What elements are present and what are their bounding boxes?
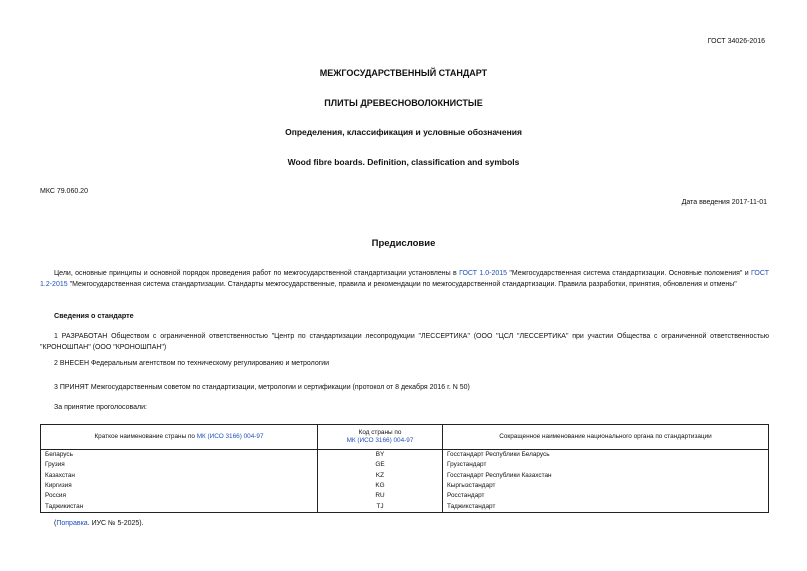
- mks-code: МКС 79.060.20: [40, 188, 88, 195]
- document-code: ГОСТ 34026-2016: [707, 38, 765, 45]
- standards-body-cell: Росстандарт: [443, 491, 769, 501]
- adopted-by-paragraph: 3 ПРИНЯТ Межгосударственным советом по стандартизации, метрологии и сертификации (протокол от 8 декабря 2016 г. N 50): [54, 384, 470, 391]
- standard-type-title: МЕЖГОСУДАРСТВЕННЫЙ СТАНДАРТ: [319, 68, 488, 78]
- preface-heading: Предисловие: [371, 238, 436, 249]
- table-row: [41, 471, 769, 481]
- standard-info-heading: Сведения о стандарте: [54, 311, 134, 320]
- footnote-text: . ИУС № 5-2025).: [87, 520, 144, 527]
- amendment-link[interactable]: Поправка: [56, 520, 88, 527]
- standard-name-title: ПЛИТЫ ДРЕВЕСНОВОЛОКНИСТЫЕ: [324, 98, 483, 108]
- standards-body-cell: Грузстандарт: [443, 460, 769, 470]
- table-row: [41, 491, 769, 501]
- gost-1-0-link[interactable]: ГОСТ 1.0-2015: [459, 270, 508, 277]
- footnote-open-paren: (: [54, 520, 57, 527]
- country-code-cell: TJ: [318, 501, 443, 512]
- column-header-code: [318, 425, 443, 450]
- country-cell: Грузия: [41, 460, 318, 470]
- country-code-cell: KG: [318, 481, 443, 491]
- mk-iso-3166-link[interactable]: МК (ИСО 3166) 004-97: [196, 433, 264, 440]
- country-cell: Киргизия: [41, 481, 318, 491]
- intro-text-b: "Межгосударственная система стандартизации. Основные положения" и: [507, 270, 752, 277]
- table-header-row: [41, 425, 769, 450]
- intro-text-a: Цели, основные принципы и основной порядок проведения работ по межгосударственной стандартизации установлены в: [54, 270, 460, 277]
- column-header-country: [41, 425, 318, 450]
- standard-english-title: Wood fibre boards. Definition, classification and symbols: [287, 157, 520, 167]
- table-row: [41, 501, 769, 512]
- mk-iso-3166-code-link[interactable]: МК (ИСО 3166) 004-97: [346, 437, 414, 444]
- table-row: [41, 460, 769, 470]
- developer-paragraph: 1 РАЗРАБОТАН Обществом с ограниченной ответственностью "Центр по стандартизации лесопродукции "ЛЕССЕРТИКА" (ООО "ЦСЛ "ЛЕССЕРТИКА" при участии Общества с ограниченной ответственностью "КРОНОШПАН" (ООО "КРОНОШПАН"): [40, 333, 769, 351]
- table-row: [41, 481, 769, 491]
- country-code-cell: KZ: [318, 471, 443, 481]
- table-row: [41, 450, 769, 461]
- country-cell: Беларусь: [41, 450, 318, 461]
- country-code-cell: GE: [318, 460, 443, 470]
- column-header-code-text: Код страны по: [358, 429, 402, 436]
- gost-1-2-link[interactable]: ГОСТ 1.2-2015: [40, 270, 769, 288]
- country-cell: Россия: [41, 491, 318, 501]
- submitted-by-paragraph: 2 ВНЕСЕН Федеральным агентством по техническому регулированию и метрологии: [54, 360, 330, 367]
- standards-body-cell: Госстандарт Республики Казахстан: [443, 471, 769, 481]
- amendment-footnote: [54, 520, 144, 527]
- introduction-date: Дата введения 2017-11-01: [681, 199, 767, 206]
- country-code-cell: BY: [318, 450, 443, 461]
- intro-text-c: "Межгосударственная система стандартизации. Стандарты межгосударственные, правила и рекомендации по межгосударственной стандартизации. Правила разработки, принятия, обновления и отмены": [67, 281, 737, 288]
- country-cell: Таджикистан: [41, 501, 318, 512]
- column-header-body: Сокращенное наименование национального органа по стандартизации: [443, 425, 769, 450]
- voting-countries-table: [40, 424, 769, 513]
- standard-subtitle: Определения, классификация и условные обозначения: [285, 127, 522, 137]
- standards-body-cell: Кыргызстандарт: [443, 481, 769, 491]
- standards-body-cell: Таджикстандарт: [443, 501, 769, 512]
- vote-intro-text: За принятие проголосовали:: [54, 404, 147, 411]
- column-header-country-text: Краткое наименование страны по: [94, 433, 197, 440]
- country-code-cell: RU: [318, 491, 443, 501]
- standards-body-cell: Госстандарт Республики Беларусь: [443, 450, 769, 461]
- preface-intro-paragraph: [40, 268, 769, 290]
- country-cell: Казахстан: [41, 471, 318, 481]
